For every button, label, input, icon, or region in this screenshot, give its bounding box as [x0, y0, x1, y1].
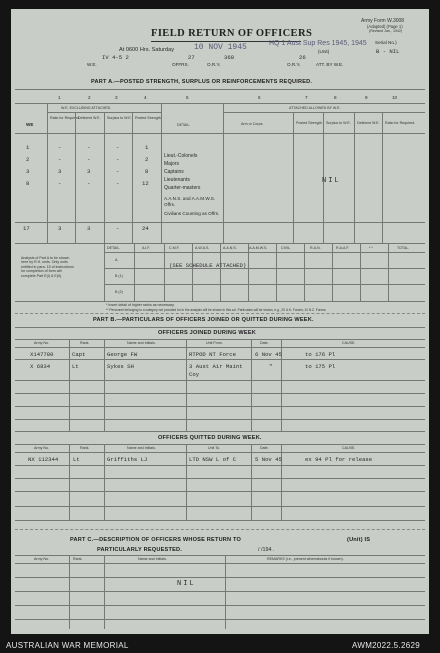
at-hours-label: At 0600 Hrs. Saturday [119, 47, 175, 53]
detail-label: Quarter-masters [164, 185, 201, 191]
att-value: 26 [299, 54, 306, 61]
rule [15, 347, 425, 348]
quitted-col: Army No. [34, 446, 49, 450]
rule [104, 339, 105, 431]
part-a-title: PART A.—POSTED STRENGTH, SURPLUS OR REINFORCEMENTS REQUIRED. [91, 79, 313, 85]
rule [75, 112, 76, 243]
joined-col: Unit From. [206, 341, 223, 345]
analysis-col: A.A.N.S. [223, 246, 237, 250]
cell: 1 [145, 144, 149, 151]
analysis-row-label: B (1) [115, 274, 123, 278]
joined-unit: 3 Aust Air Maint Coy [189, 363, 243, 378]
col-number: 9 [365, 95, 368, 100]
rule [104, 444, 105, 520]
col-header: Surplus to W.E. [107, 116, 132, 120]
rule [15, 491, 425, 492]
quitted-cause: ex 94 Pl for release [305, 456, 373, 463]
rule [186, 444, 187, 520]
part-c-title: PART C.—DESCRIPTION OF OFFICERS WHOSE RETURN TO [70, 537, 242, 543]
part-c-value: NIL [177, 580, 196, 588]
part-b-title: PART B.—PARTICULARS OF OFFICERS JOINED OR QUITTED DURING WEEK. [93, 317, 314, 323]
cell: - [87, 180, 91, 187]
joined-rank: Lt [72, 363, 79, 370]
col-number: 7 [305, 95, 308, 100]
we-excluding-label: W.E. EXCLUDING ATTACHED. [61, 106, 112, 110]
analysis-col: * * [369, 246, 373, 250]
see-schedule-note: (SEE SCHEDULE ATTACHED) [169, 262, 247, 269]
part-c-col: REMARKS (i.e., present whereabouts if known). [267, 557, 344, 561]
offrs-value: 27 [188, 54, 195, 61]
rule [382, 112, 383, 243]
revised-label: (Revised Jan., 1942) [369, 29, 403, 33]
attached-value: NIL [322, 177, 341, 185]
joined-title: OFFICERS JOINED DURING WEEK [158, 330, 257, 336]
footnote: * Insert detail of higher ranks as necessary. [106, 303, 175, 307]
cell: - [58, 180, 62, 187]
rule [104, 112, 105, 243]
we-cell: 2 [26, 156, 30, 163]
col-header: Posted Strength. [296, 121, 323, 125]
adapted-label: (Adapted) (Page 1) [367, 24, 403, 29]
cell: 12 [142, 180, 149, 187]
rule [15, 380, 425, 381]
part-c-unit: (Unit) IS [347, 537, 371, 543]
rule [15, 313, 425, 314]
rule [15, 103, 425, 104]
col-header: Ratio for Required. [50, 116, 81, 120]
detail-label: Majors [164, 161, 180, 167]
joined-name: Sykes SH [107, 363, 134, 370]
rule [15, 222, 425, 223]
att-by-we-label: ATT. BY W.E. [316, 62, 344, 67]
quitted-col: Rank. [80, 446, 90, 450]
rule [251, 339, 252, 431]
joined-date: 6 Nov 45 [255, 351, 282, 358]
unit-label: (Unit) [318, 49, 330, 54]
rule [69, 444, 70, 520]
we-cell: 3 [26, 168, 30, 175]
col-number: 10 [392, 95, 398, 100]
hq-stamp: HQ 1 Aust Sup Res 1945, 1945 [269, 40, 367, 47]
analysis-note: Analysis of Part A to be shown here by R.H. units. Only units entitled in para. 15 of instructions for completion of form will complete Part E(I) & E(II). [21, 256, 74, 278]
analysis-col: R.A.A.F. [336, 246, 350, 250]
analysis-col: CIVIL. [281, 246, 291, 250]
rule [15, 359, 425, 360]
rule [104, 555, 105, 629]
rule [293, 112, 294, 243]
footnote: ** Personnel belonging to a category not provided for in the analysis will be shown in this col. Particulars will be shown, e.g., 20 U.K. Forces; 10 N.Z. Forces. [106, 308, 327, 312]
rule [15, 506, 425, 507]
total-cell: - [116, 225, 120, 232]
detail-label: Civilians Counting as Offrs. [164, 211, 220, 216]
rule [15, 339, 425, 340]
col-number: 8 [334, 95, 337, 100]
rule [104, 252, 425, 253]
form-sheet [11, 9, 429, 634]
we-cell: 8 [26, 180, 30, 187]
rule [15, 563, 425, 564]
col-number: 6 [258, 95, 261, 100]
cell: - [87, 156, 91, 163]
we-col-label: WE [26, 122, 34, 127]
quitted-name: Griffiths LJ [107, 456, 148, 463]
col-header: DETAIL. [177, 123, 191, 127]
ors-label-2: O.R.'s [287, 62, 300, 67]
joined-col: Date. [260, 341, 269, 345]
rule [15, 478, 425, 479]
col-number: 5 [186, 95, 189, 100]
analysis-col: A.A.M.W.S. [249, 246, 268, 250]
col-header: Deficient W.E. [357, 121, 380, 125]
col-header: Deficient W.E. [78, 116, 101, 120]
rule [15, 577, 425, 578]
part-c-col: Rank. [73, 557, 83, 561]
detail-label: Captains [164, 169, 184, 175]
joined-army-no: X 6834 [30, 363, 51, 370]
cell: 3 [87, 168, 91, 175]
analysis-row-label: A. [115, 258, 119, 262]
analysis-row-label: B (2) [115, 290, 123, 294]
footer-credit: AUSTRALIAN WAR MEMORIAL [6, 641, 129, 650]
rule [15, 419, 425, 420]
quitted-col: Unit To. [208, 446, 221, 450]
col-number: 1 [58, 95, 61, 100]
serial-value: B - NIL [376, 48, 400, 55]
rule [223, 112, 425, 113]
rule [15, 591, 425, 592]
col-header: Posted Strength. [135, 116, 162, 120]
form-title: FIELD RETURN OF OFFICERS [151, 28, 313, 39]
col-number: 3 [115, 95, 118, 100]
col-header: Arm or Corps. [241, 122, 264, 126]
joined-col: CAUSE. [342, 341, 356, 345]
rule [251, 444, 252, 520]
col-number: 4 [144, 95, 147, 100]
quitted-army-no: NX 112344 [28, 456, 59, 463]
rule [15, 605, 425, 606]
part-c-col: Name and Initials. [138, 557, 167, 561]
rule [15, 406, 425, 407]
rule [15, 133, 425, 134]
analysis-col: A.W.A.S. [195, 246, 210, 250]
rule [69, 339, 70, 431]
rule [15, 393, 425, 394]
quitted-col: Date. [260, 446, 269, 450]
joined-name: George FW [107, 351, 138, 358]
rule [104, 268, 425, 269]
joined-col: Name and Initials. [127, 341, 156, 345]
quitted-date: 5 Nov 45 [255, 456, 282, 463]
ors-label: O.R.'s [207, 62, 220, 67]
joined-army-no: X147780 [30, 351, 54, 358]
quitted-col: CAUSE. [342, 446, 356, 450]
quitted-col: Name and Initials. [127, 446, 156, 450]
detail-label: A.A.N.S. and A.A.M.W.S. Offrs. [164, 196, 216, 207]
rule [69, 555, 70, 629]
attached-allowed-label: ATTACHED ALLOWED BY W.E. [289, 106, 341, 110]
col-header: Surplus to W.E. [326, 121, 351, 125]
rule [132, 112, 133, 243]
analysis-col: A.I.F. [142, 246, 151, 250]
cell: - [58, 156, 62, 163]
rule [15, 444, 425, 445]
rule [225, 555, 226, 629]
cell: - [116, 168, 120, 175]
cell: - [116, 144, 120, 151]
quitted-rank: Lt [73, 456, 80, 463]
serial-label: Serial No.) [375, 40, 397, 45]
rule [354, 112, 355, 243]
joined-col: Rank. [80, 341, 90, 345]
detail-label: Lieut.-Colonels [164, 153, 198, 159]
joined-unit: RTPOD NT Force [189, 351, 236, 358]
analysis-col: R.A.N. [310, 246, 321, 250]
rule [104, 284, 425, 285]
part-c-date: / /194 . [258, 547, 275, 553]
detail-label: Lieutenants [164, 177, 190, 183]
joined-rank: Capt [72, 351, 86, 358]
total-cell: 24 [142, 225, 149, 232]
quitted-unit: LTD NSW L of C [189, 456, 236, 463]
footer-accession: AWM2022.5.2629 [352, 641, 420, 650]
army-form-label: Army Form W.3008 [361, 18, 405, 24]
joined-col: Army No. [34, 341, 49, 345]
rule [15, 327, 425, 328]
cell: - [87, 144, 91, 151]
rule [15, 555, 425, 556]
col-header: Ratio for Required. [385, 121, 416, 125]
joined-date: " [269, 363, 273, 370]
total-we: 17 [23, 225, 30, 232]
total-cell: 3 [87, 225, 91, 232]
part-c-subtitle: PARTICULARLY REQUESTED. [97, 547, 182, 553]
part-c-col: Army No. [34, 557, 49, 561]
date-stamp: 10 NOV 1945 [194, 43, 247, 52]
we-cell: 1 [26, 144, 30, 151]
analysis-col: DETAIL. [107, 246, 121, 250]
we-values: IV 4-5 2 [102, 54, 129, 61]
cell: 2 [145, 156, 149, 163]
ors-value: 368 [224, 54, 235, 61]
rule [186, 339, 187, 431]
rule [15, 619, 425, 620]
cell: 3 [58, 168, 62, 175]
offrs-label: OFFRS. [172, 62, 189, 67]
rule [15, 529, 425, 530]
col-number: 2 [88, 95, 91, 100]
cell: 8 [145, 168, 149, 175]
cell: - [116, 156, 120, 163]
total-cell: 3 [58, 225, 62, 232]
quitted-title: OFFICERS QUITTED DURING WEEK. [158, 435, 262, 441]
analysis-col: C.M.F. [169, 246, 180, 250]
rule [15, 301, 425, 302]
rule [15, 89, 425, 90]
rule [15, 431, 425, 432]
rule [15, 452, 425, 453]
rule [15, 520, 425, 521]
cell: - [116, 180, 120, 187]
rule [15, 465, 425, 466]
joined-cause: to 175 Pl [305, 363, 336, 370]
we-label: W.E. [87, 62, 97, 67]
analysis-col: TOTAL. [397, 246, 410, 250]
cell: - [58, 144, 62, 151]
joined-cause: to 176 Pl [305, 351, 336, 358]
